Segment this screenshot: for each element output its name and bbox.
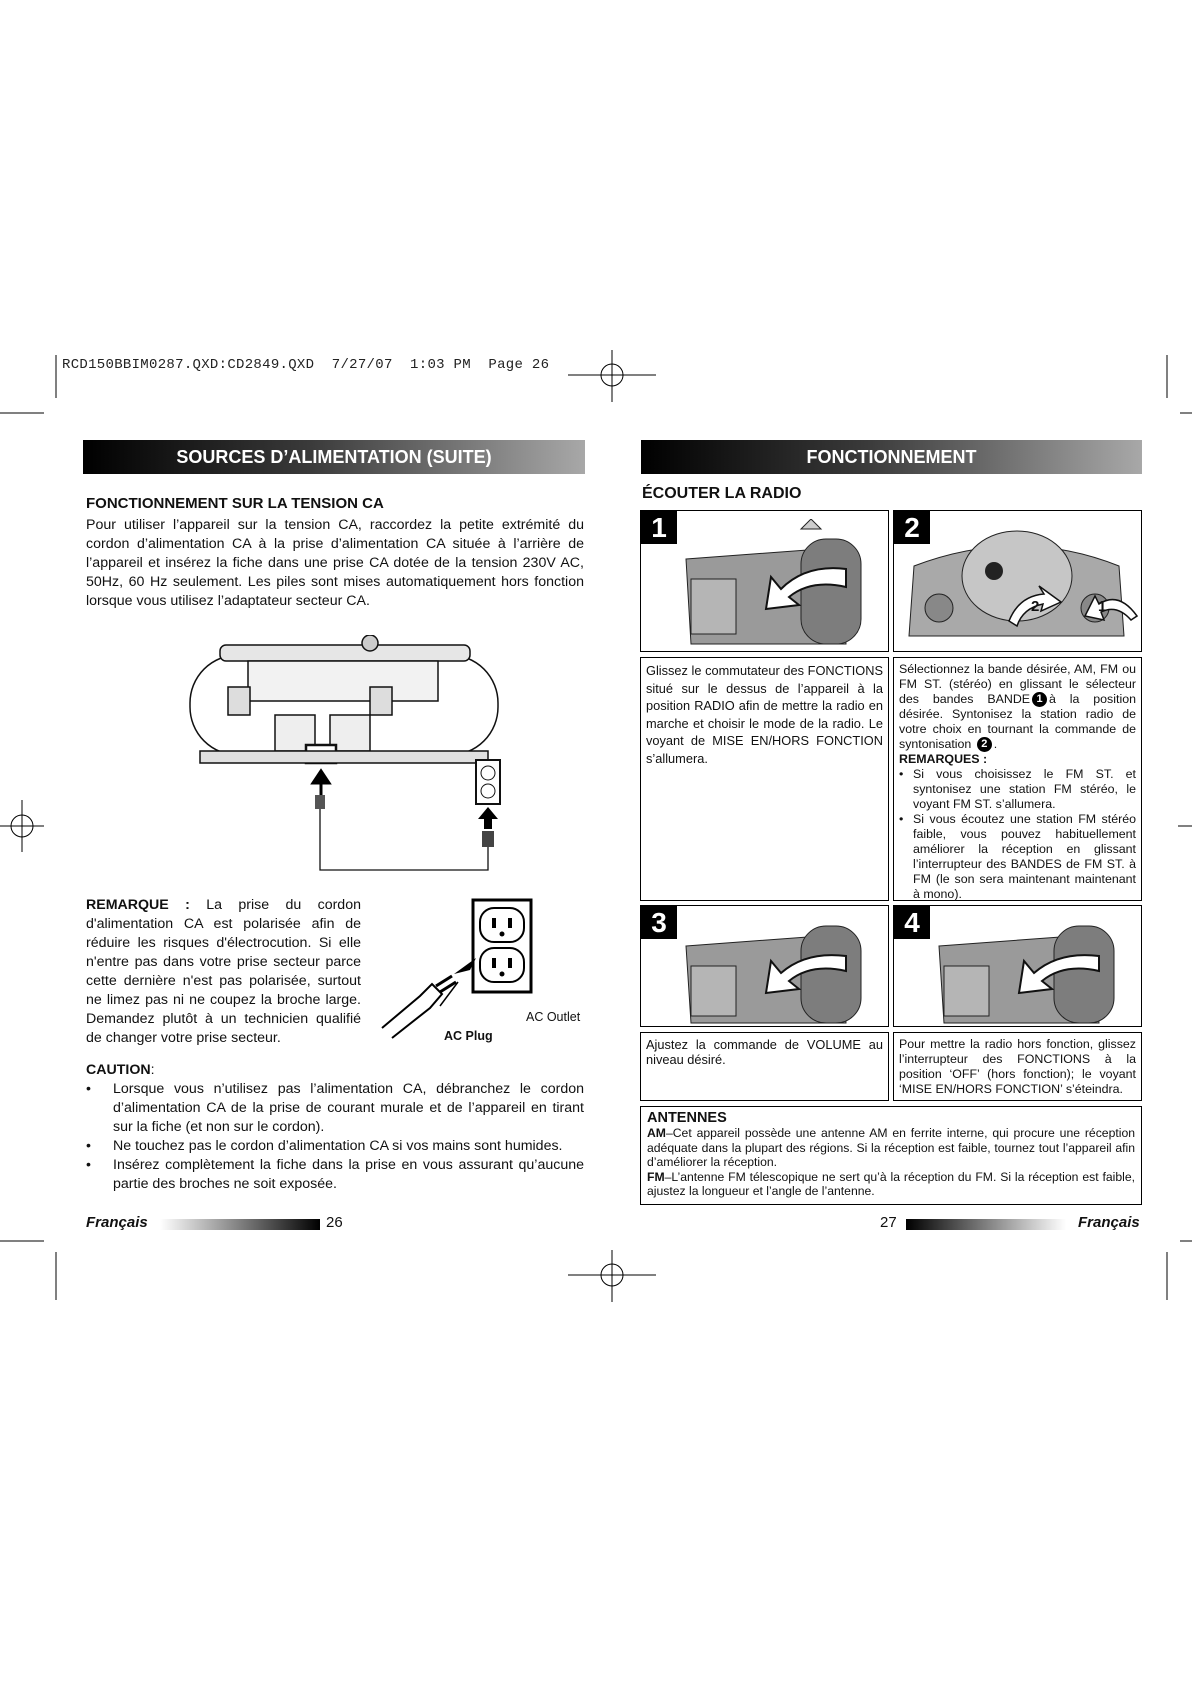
ac-plug-label: AC Plug [444, 1029, 493, 1043]
radio-heading: ÉCOUTER LA RADIO [642, 485, 802, 502]
left-footer-language: Français [86, 1214, 148, 1231]
polarized-plug-note [86, 896, 361, 1048]
antennas-heading: ANTENNES [647, 1110, 727, 1126]
am-antenna-text [647, 1126, 1135, 1170]
ac-outlet-label: AC Outlet [526, 1010, 581, 1024]
step-2-image [893, 510, 1142, 652]
step-4-image [893, 905, 1142, 1027]
caution-heading: CAUTION: [86, 1062, 155, 1078]
am-text: –Cet appareil possède une antenne AM en ferrite interne, qui procure une réception adéquate dans la plupart des régions. Si la réception est faible, tournez tout l’appareil afin d’améliorer la réception. [647, 1126, 1135, 1170]
right-page-banner: FONCTIONNEMENT [641, 440, 1142, 474]
step-2-text-a: Sélectionnez la bande désirée, AM, FM ou FM ST. (stéréo) en glissant le sélecteur des bandes BANDE [899, 662, 1136, 706]
left-footer-bar [160, 1219, 320, 1230]
step-number: 2 [894, 511, 930, 544]
step-number: 4 [894, 906, 930, 939]
right-footer-language: Français [1078, 1214, 1140, 1231]
callout-1: 1 [1098, 598, 1107, 615]
caution-list [86, 1080, 584, 1194]
callout-2: 2 [1031, 598, 1040, 615]
left-page-number: 26 [326, 1214, 343, 1231]
caution-label: CAUTION [86, 1062, 151, 1078]
step-number: 3 [641, 906, 677, 939]
step-2-text [893, 657, 1142, 901]
am-label: AM [647, 1126, 666, 1140]
boombox-off-illustration [924, 911, 1139, 1026]
remark-item: • Si vous choisissez le FM ST. et syntonisez une station FM stéréo, le voyant FM ST. s’allumera. [899, 767, 1136, 812]
ac-power-intro: Pour utiliser l’appareil sur la tension CA, raccordez la petite extrémité du cordon d’alimentation CA à la prise d’alimentation CA située à l’arrière de l’appareil et insérez la fiche dans une prise CA dotée de la tension 230V AC, 50Hz, 60 Hz seulement. Les piles sont mises automatiquement hors fonction lorsque vous utilisez l’adaptateur secteur CA. [86, 517, 584, 609]
remarks-label: REMARQUES : [899, 752, 988, 767]
callout-2-badge: 2 [977, 737, 992, 752]
fm-text: –L’antenne FM télescopique ne sert qu’à la réception du FM. Si la réception est faible, ajustez la longueur et l’angle de l’antenne. [647, 1169, 1135, 1199]
note-text: La prise du cordon d'alimentation CA est polarisée afin de réduire les risques d'électrocution. Si elle n'entre pas dans votre prise secteur parce cette dernière n'est pas polarisée, surtout ne limez pas ni ne coupez la broche large. Demandez plutôt à un technicien qualifié de changer votre prise secteur. [86, 897, 361, 1046]
step-3-text: Ajustez la commande de VOLUME au niveau désiré. [640, 1032, 889, 1101]
note-label: REMARQUE : [86, 897, 190, 913]
step-2-text-b: à la position désirée. Syntonisez la station radio de votre choix en tournant la commande de syntonisation [899, 692, 1136, 752]
fm-antenna-text [647, 1170, 1135, 1199]
boombox-side-illustration [671, 519, 886, 649]
step-number: 1 [641, 511, 677, 544]
right-page-number: 27 [880, 1214, 897, 1231]
caution-item: • Insérez complètement la fiche dans la prise en vous assurant qu’aucune partie des broches ne soit exposée. [86, 1156, 584, 1194]
boombox-rear-illustration [180, 635, 510, 875]
ac-power-heading: FONCTIONNEMENT SUR LA TENSION CA [86, 495, 384, 512]
left-page-banner: SOURCES D’ALIMENTATION (SUITE) [83, 440, 585, 474]
caution-item: • Ne touchez pas le cordon d’alimentation CA si vos mains sont humides. [86, 1137, 584, 1156]
antennas-box [640, 1106, 1142, 1205]
remark-item: • Si vous écoutez une station FM stéréo faible, vous pouvez habituellement améliorer la réception en glissant l’interrupteur des BANDES de FM ST. à FM (le son sera maintenant maintenant à mono). [899, 812, 1136, 902]
boombox-volume-illustration [671, 911, 886, 1026]
callout-1-badge: 1 [1032, 692, 1047, 707]
step-1-image [640, 510, 889, 652]
fm-label: FM [647, 1169, 665, 1184]
printer-slug: RCD150BBIM0287.QXD:CD2849.QXD 7/27/07 1:03 PM Page 26 [62, 357, 550, 373]
step-1-text: Glissez le commutateur des FONCTIONS situé sur le dessus de l’appareil à la position RADIO afin de mettre la radio en marche et choisir le mode de la radio. Le voyant de MISE EN/HORS FONCTION s’allumera. [640, 657, 889, 901]
caution-item: • Lorsque vous n’utilisez pas l’alimentation CA, débranchez le cordon d’alimentation CA de la prise de courant murale et de l’appareil en tirant sur la fiche (et non sur le cordon). [86, 1080, 584, 1137]
right-footer-bar [906, 1219, 1066, 1230]
step-3-image [640, 905, 889, 1027]
step-2-text-c: . [993, 737, 998, 752]
step-4-text: Pour mettre la radio hors fonction, glissez l’interrupteur des FONCTIONS à la position ‘OFF’ (hors fonction); le voyant ‘MISE EN/HORS FONCTION’ s’éteindra. [893, 1032, 1142, 1101]
boombox-front-illustration [899, 516, 1139, 651]
